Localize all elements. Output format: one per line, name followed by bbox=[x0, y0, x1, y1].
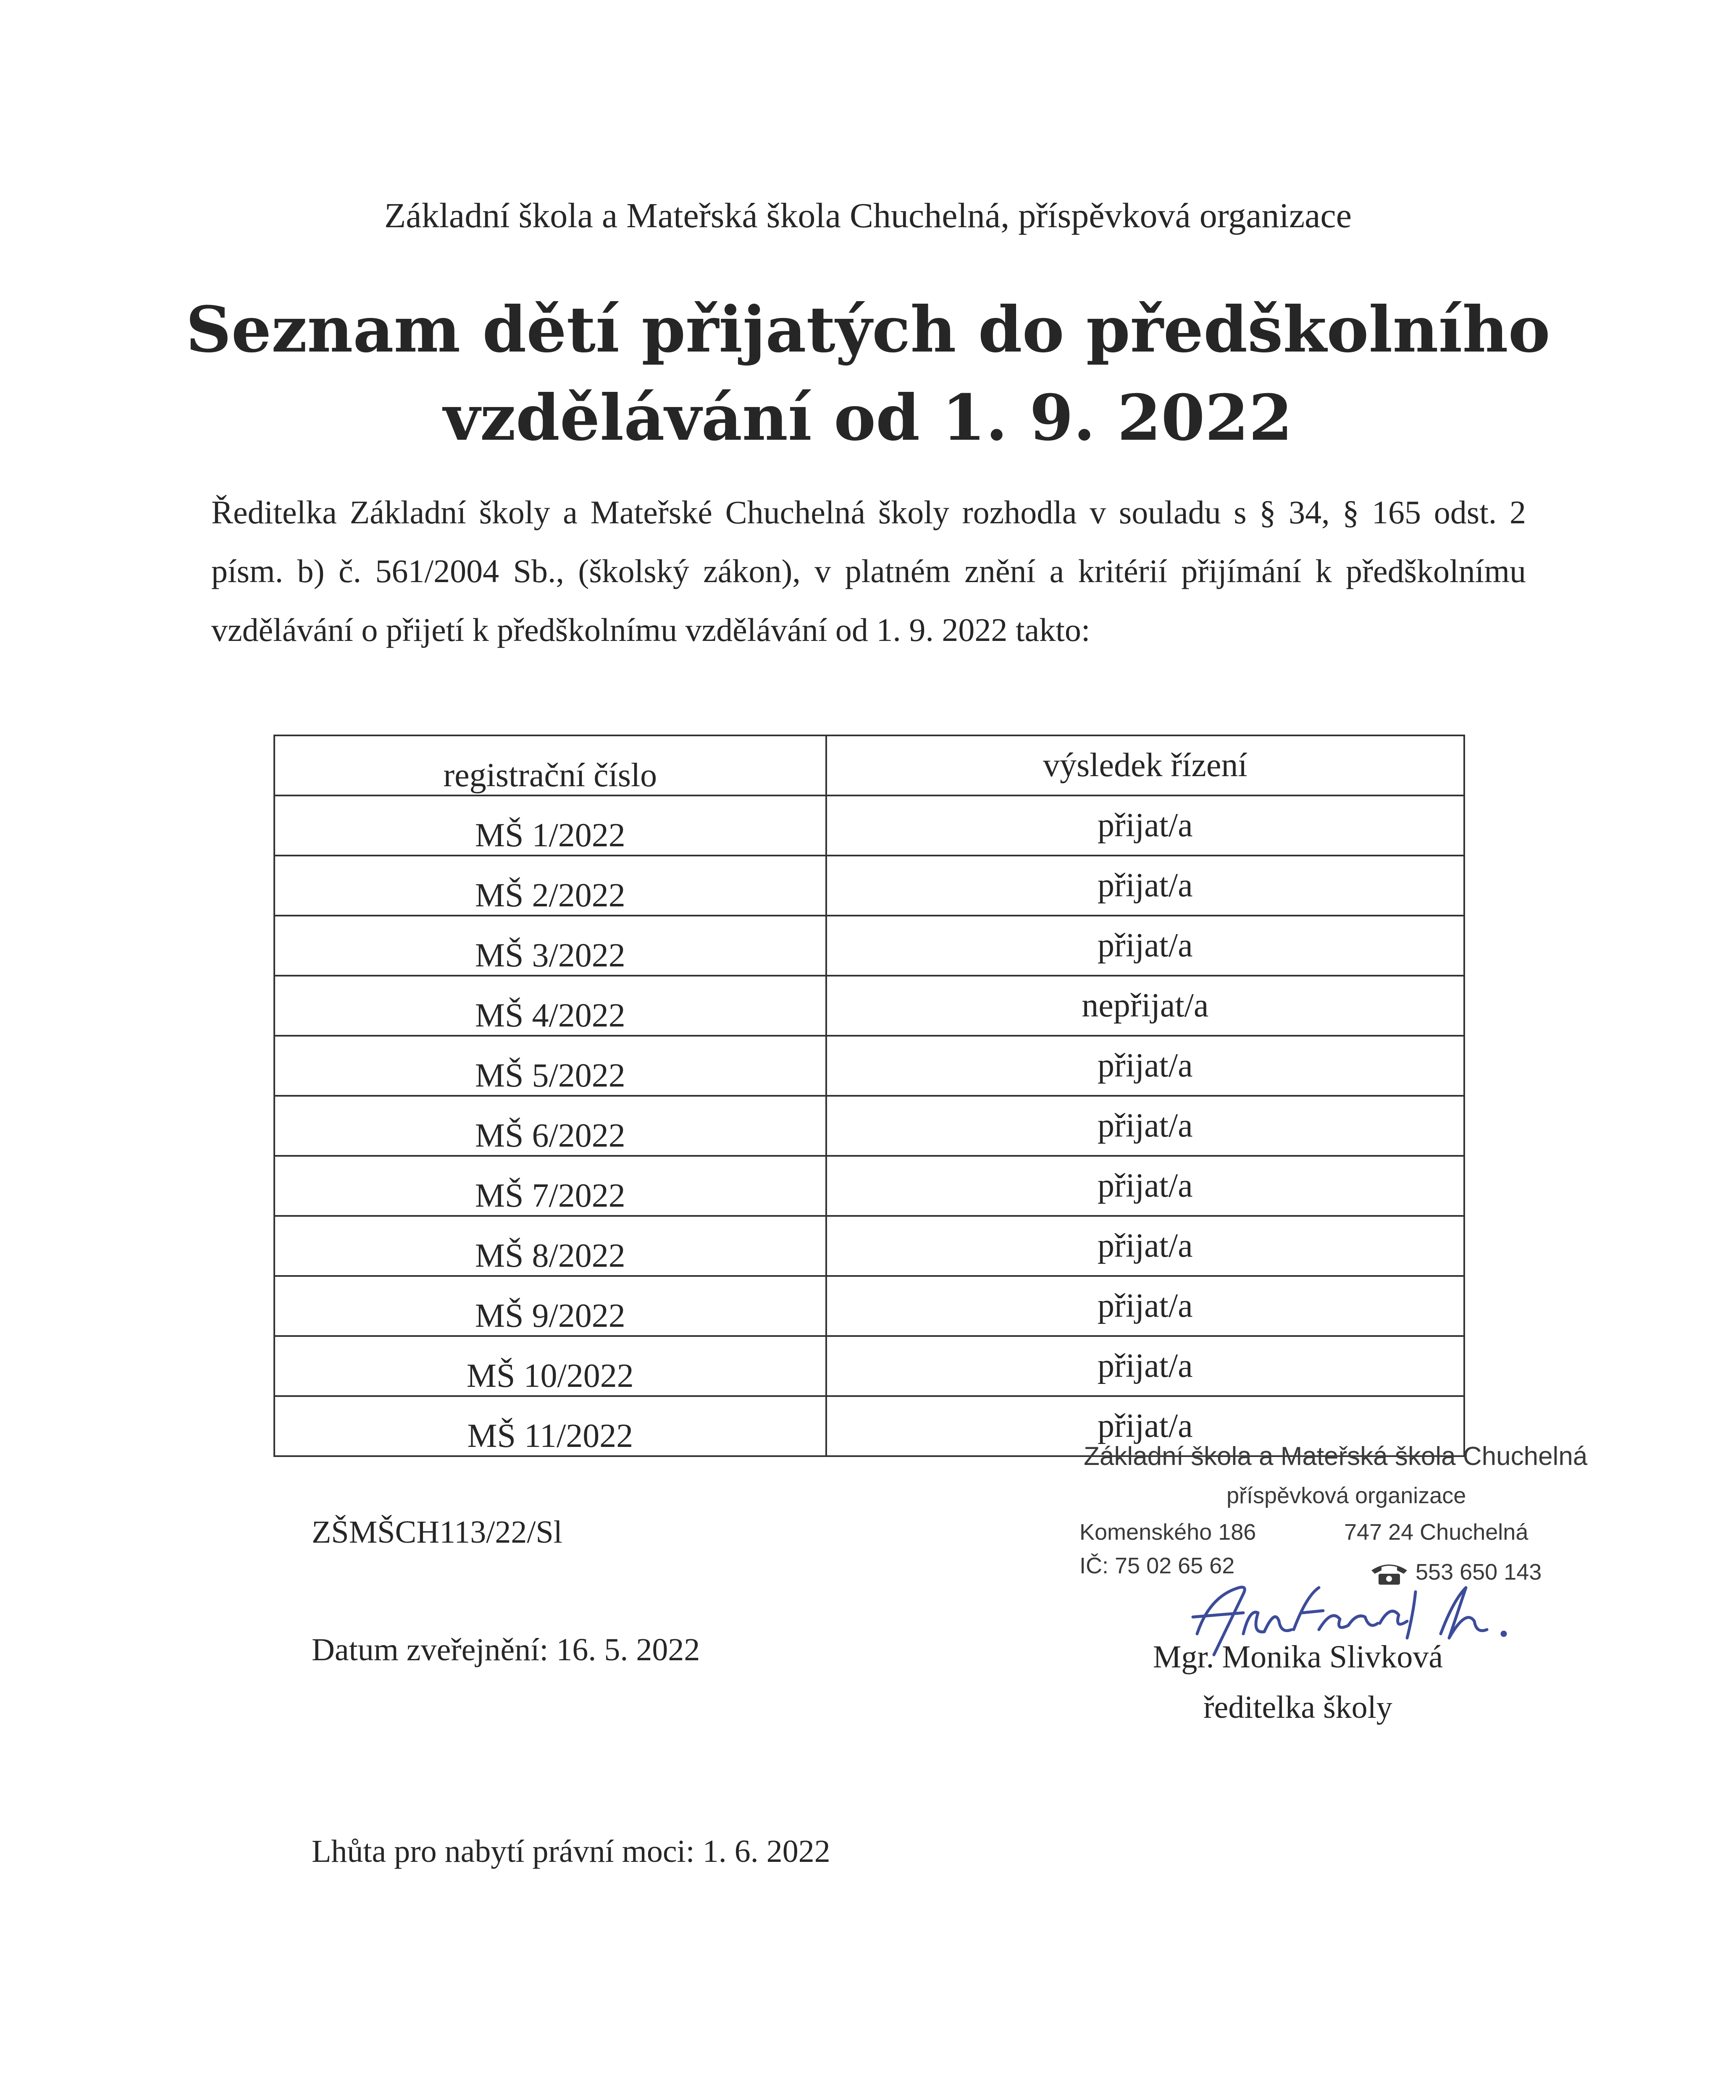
result: přijat/a bbox=[826, 1096, 1464, 1156]
document-title bbox=[0, 286, 1736, 462]
results-table bbox=[273, 735, 1465, 1457]
table-row bbox=[274, 1336, 1464, 1396]
table-row bbox=[274, 856, 1464, 916]
stamp-organization-type: příspěvková organizace bbox=[1226, 1483, 1466, 1508]
header-result: výsledek řízení bbox=[826, 735, 1464, 795]
reference-number: ZŠMŠCH113/22/Sl bbox=[312, 1515, 562, 1550]
registration-number: MŠ 9/2022 bbox=[274, 1276, 826, 1336]
signer-role: ředitelka školy bbox=[1203, 1690, 1392, 1725]
table-row bbox=[274, 1096, 1464, 1156]
result: přijat/a bbox=[826, 1276, 1464, 1336]
table-row bbox=[274, 916, 1464, 976]
result: přijat/a bbox=[826, 1156, 1464, 1216]
result: přijat/a bbox=[826, 1036, 1464, 1096]
stamp-company-id: IČ: 75 02 65 62 bbox=[1079, 1553, 1235, 1578]
registration-number: MŠ 7/2022 bbox=[274, 1156, 826, 1216]
result: přijat/a bbox=[826, 916, 1464, 976]
registration-number: MŠ 4/2022 bbox=[274, 976, 826, 1036]
table-row bbox=[274, 1036, 1464, 1096]
header-registration-number: registrační číslo bbox=[274, 735, 826, 795]
title-line-2: vzdělávání od 1. 9. 2022 bbox=[443, 381, 1293, 455]
signer-name: Mgr. Monika Slivková bbox=[1153, 1639, 1443, 1675]
result: nepřijat/a bbox=[826, 976, 1464, 1036]
legal-effect-deadline: Lhůta pro nabytí právní moci: 1. 6. 2022 bbox=[312, 1834, 830, 1869]
title-line-1: Seznam dětí přijatých do předškolního bbox=[186, 293, 1550, 367]
result: přijat/a bbox=[826, 1336, 1464, 1396]
table-header-row bbox=[274, 735, 1464, 795]
stamp-city: 747 24 Chuchelná bbox=[1344, 1520, 1529, 1545]
registration-number: MŠ 11/2022 bbox=[274, 1396, 826, 1456]
registration-number: MŠ 5/2022 bbox=[274, 1036, 826, 1096]
stamp-school-name: Základní škola a Mateřská škola Chuchelná bbox=[1084, 1442, 1588, 1471]
table-row bbox=[274, 1156, 1464, 1216]
registration-number: MŠ 8/2022 bbox=[274, 1216, 826, 1276]
result: přijat/a bbox=[826, 856, 1464, 916]
publication-date: Datum zveřejnění: 16. 5. 2022 bbox=[312, 1632, 700, 1667]
intro-paragraph: Ředitelka Základní školy a Mateřské Chuchelná školy rozhodla v souladu s § 34, § 165 odst. 2 písm. b) č. 561/2004 Sb., (školský zákon), v platném znění a kritérií přijímání k předškolnímu vzdělávání o přijetí k předškolnímu vzdělávání od 1. 9. 2022 takto: bbox=[211, 494, 1526, 648]
table-row bbox=[274, 1216, 1464, 1276]
table-row bbox=[274, 976, 1464, 1036]
registration-number: MŠ 10/2022 bbox=[274, 1336, 826, 1396]
stamp-phone: 553 650 143 bbox=[1416, 1559, 1542, 1585]
result: přijat/a bbox=[826, 1216, 1464, 1276]
result: přijat/a bbox=[826, 1396, 1464, 1456]
result: přijat/a bbox=[826, 795, 1464, 856]
registration-number: MŠ 3/2022 bbox=[274, 916, 826, 976]
registration-number: MŠ 6/2022 bbox=[274, 1096, 826, 1156]
registration-number: MŠ 1/2022 bbox=[274, 795, 826, 856]
table-row bbox=[274, 795, 1464, 856]
signer-block bbox=[1142, 1632, 1453, 1732]
table-row bbox=[274, 1276, 1464, 1336]
registration-number: MŠ 2/2022 bbox=[274, 856, 826, 916]
school-name: Základní škola a Mateřská škola Chuchelná, příspěvková organizace bbox=[384, 196, 1352, 235]
stamp-street: Komenského 186 bbox=[1079, 1520, 1256, 1545]
